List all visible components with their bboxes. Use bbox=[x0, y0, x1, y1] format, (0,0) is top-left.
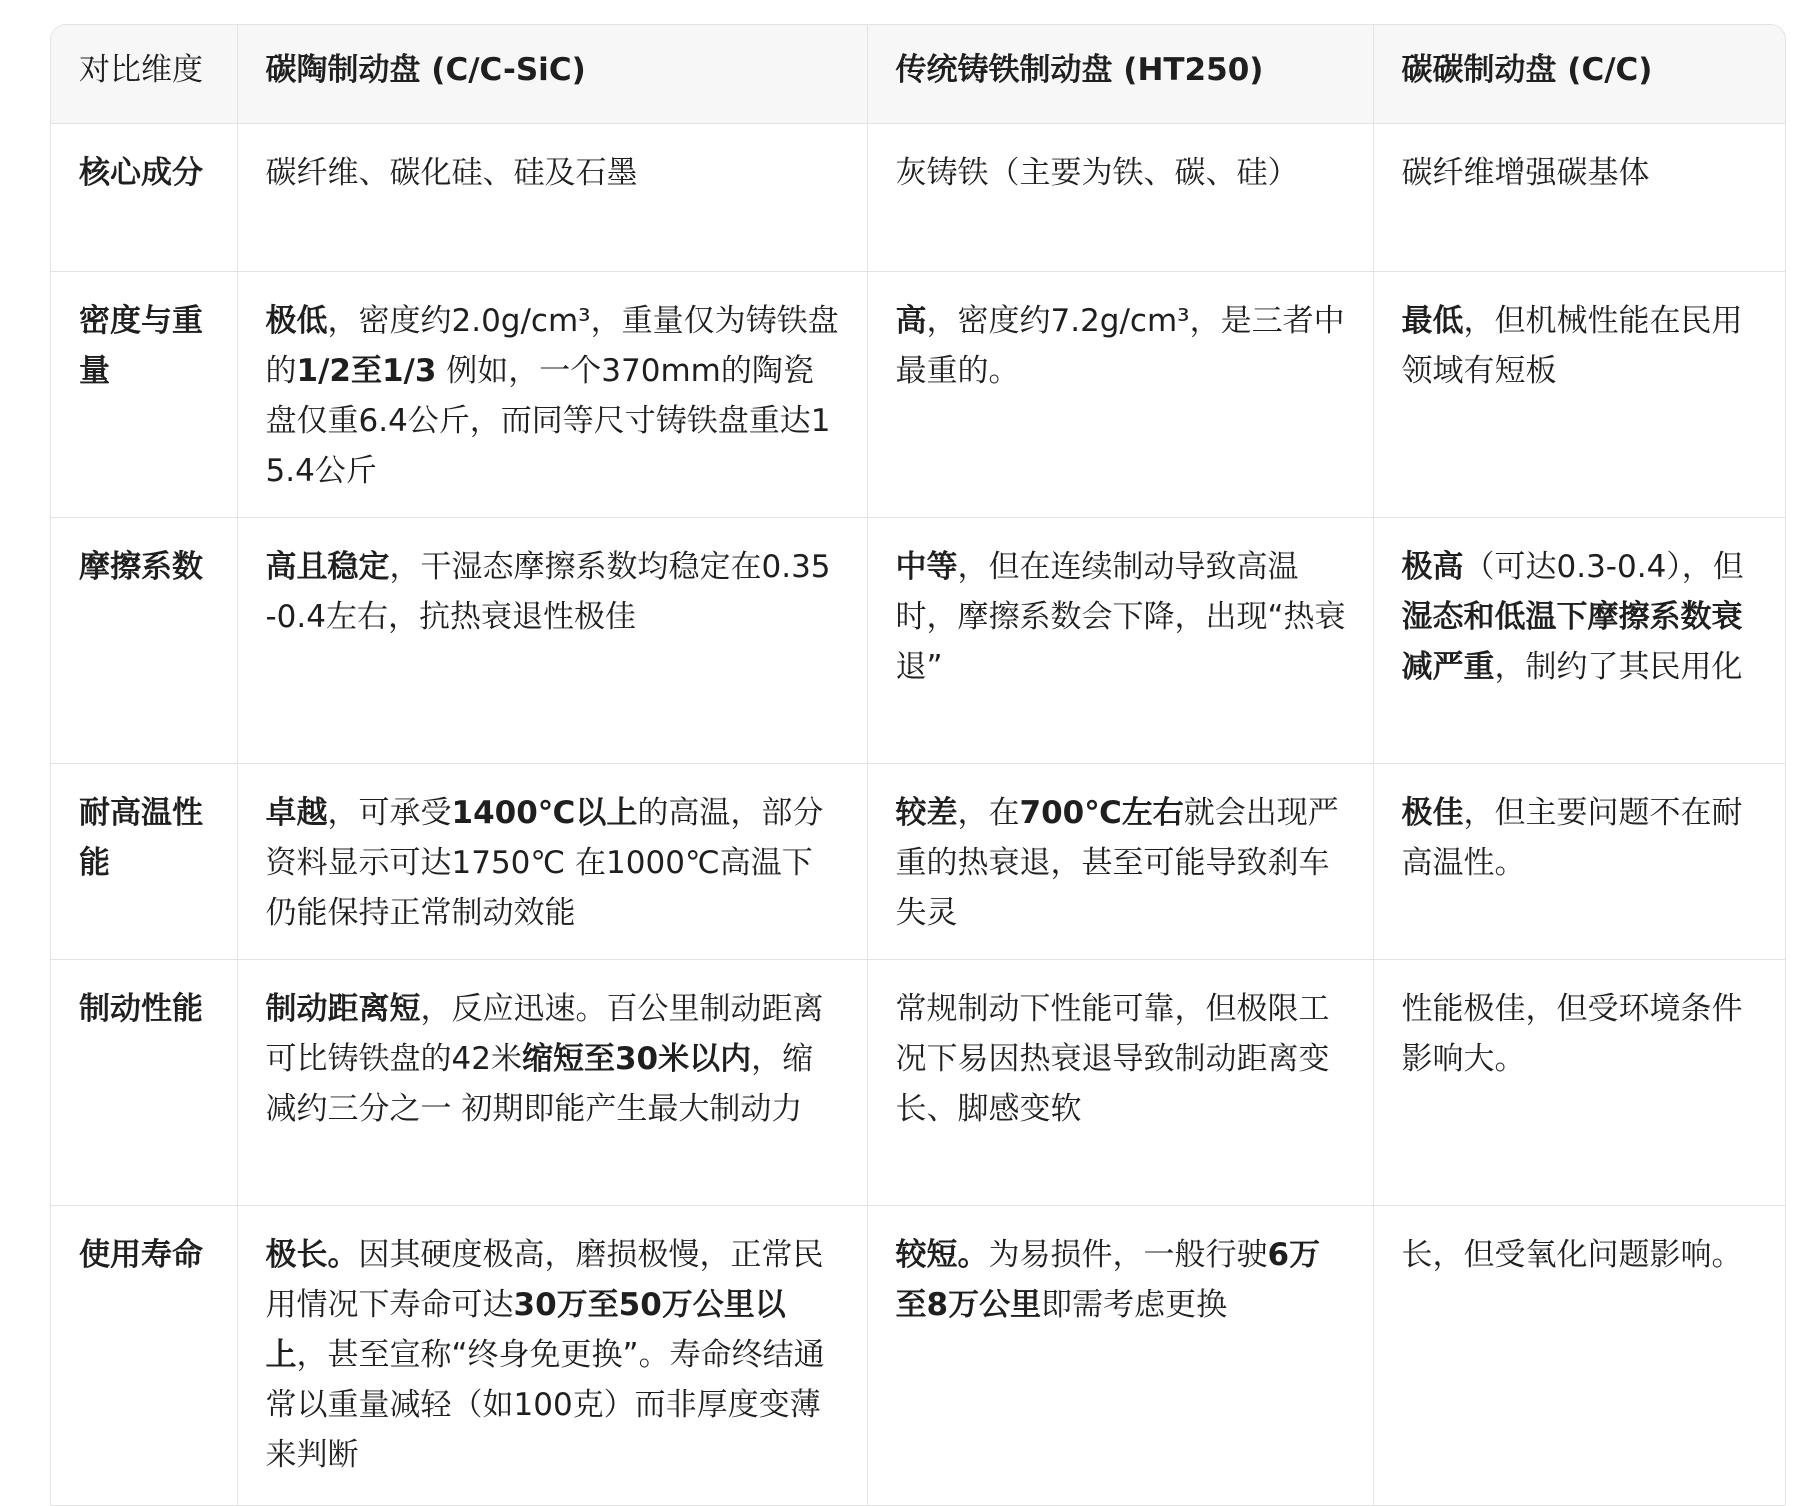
cast-iron-cell bbox=[867, 1205, 1373, 1505]
cell-text: 性能极佳，但受环境条件影响大。 bbox=[1401, 990, 1743, 1077]
carbon-carbon-cell bbox=[1373, 959, 1785, 1205]
table-row bbox=[51, 763, 1785, 959]
cell-text: 例如，一个370mm的陶瓷盘仅重6.4公斤，而同等尺寸铸铁盘重达15.4公斤 bbox=[265, 352, 831, 489]
carbon-ceramic-cell bbox=[237, 271, 867, 517]
cell-text: ，但主要问题不在耐高温性。 bbox=[1401, 794, 1743, 881]
cell-text: 灰铸铁（主要为铁、碳、硅） bbox=[895, 154, 1299, 191]
cast-iron-cell bbox=[867, 517, 1373, 763]
cell-text: ，干湿态摩擦系数均稳定在0.35-0.4左右，抗热衰退性极佳 bbox=[265, 548, 831, 635]
dimension-cell: 制动性能 bbox=[51, 959, 237, 1205]
cell-text: ，在 bbox=[957, 794, 1020, 831]
carbon-ceramic-cell bbox=[237, 123, 867, 271]
emphasis-text: 卓越 bbox=[265, 794, 328, 831]
header-dimension: 对比维度 bbox=[51, 25, 237, 123]
cell-text: 常规制动下性能可靠，但极限工况下易因热衰退导致制动距离变长、脚感变软 bbox=[895, 990, 1330, 1127]
cell-text: ，反应迅速。百公里制动距离可比铸铁盘的42米 bbox=[265, 990, 824, 1077]
carbon-carbon-cell bbox=[1373, 763, 1785, 959]
cast-iron-cell bbox=[867, 271, 1373, 517]
carbon-ceramic-cell bbox=[237, 763, 867, 959]
carbon-carbon-cell bbox=[1373, 1205, 1785, 1505]
header-carbon-ceramic: 碳陶制动盘 (C/C-SiC) bbox=[237, 25, 867, 123]
emphasis-text: 中等 bbox=[895, 548, 958, 585]
emphasis-text: 高 bbox=[895, 302, 927, 339]
table-header bbox=[51, 25, 1785, 123]
cast-iron-cell bbox=[867, 763, 1373, 959]
cast-iron-cell bbox=[867, 123, 1373, 271]
cast-iron-cell bbox=[867, 959, 1373, 1205]
cell-text: 碳纤维、碳化硅、硅及石墨 bbox=[265, 154, 638, 191]
emphasis-text: 1400℃以上 bbox=[451, 794, 638, 831]
carbon-carbon-cell bbox=[1373, 271, 1785, 517]
table-row bbox=[51, 1205, 1785, 1505]
carbon-ceramic-cell bbox=[237, 517, 867, 763]
emphasis-text: 较短。 bbox=[895, 1236, 989, 1273]
emphasis-text: 最低 bbox=[1401, 302, 1464, 339]
carbon-carbon-cell bbox=[1373, 517, 1785, 763]
emphasis-text: 1/2至1/3 bbox=[296, 352, 437, 389]
cell-text: 长，但受氧化问题影响。 bbox=[1401, 1236, 1743, 1273]
cell-text: 为易损件，一般行驶 bbox=[988, 1236, 1268, 1273]
cell-text: ，制约了其民用化 bbox=[1494, 648, 1743, 685]
table-body bbox=[51, 123, 1785, 1505]
cell-text: 的高温，部分资料显示可达1750℃ 在1000℃高温下仍能保持正常制动效能 bbox=[265, 794, 824, 931]
emphasis-text: 700℃左右 bbox=[1019, 794, 1184, 831]
emphasis-text: 30万至50万公里以上 bbox=[265, 1286, 786, 1373]
cell-text: ，但机械性能在民用领域有短板 bbox=[1401, 302, 1743, 389]
cell-text: 即需考虑更换 bbox=[1041, 1286, 1228, 1323]
comparison-table-container bbox=[50, 24, 1786, 1506]
table-row bbox=[51, 123, 1785, 271]
carbon-carbon-cell bbox=[1373, 123, 1785, 271]
header-row bbox=[51, 25, 1785, 123]
emphasis-text: 极长。 bbox=[265, 1236, 359, 1273]
dimension-cell: 密度与重量 bbox=[51, 271, 237, 517]
cell-text: 就会出现严重的热衰退，甚至可能导致刹车失灵 bbox=[895, 794, 1339, 931]
cell-text: ，密度约2.0g/cm³，重量仅为铸铁盘的 bbox=[265, 302, 839, 389]
brake-disc-comparison-table bbox=[51, 25, 1785, 1506]
cell-text: ，缩减约三分之一 初期即能产生最大制动力 bbox=[265, 1040, 814, 1127]
cell-text: ，密度约7.2g/cm³，是三者中最重的。 bbox=[895, 302, 1345, 389]
emphasis-text: 极高 bbox=[1401, 548, 1464, 585]
dimension-cell: 核心成分 bbox=[51, 123, 237, 271]
emphasis-text: 6万至8万公里 bbox=[895, 1236, 1321, 1323]
emphasis-text: 极低 bbox=[265, 302, 328, 339]
emphasis-text: 高且稳定 bbox=[265, 548, 390, 585]
cell-text: ，可承受 bbox=[327, 794, 452, 831]
header-cast-iron: 传统铸铁制动盘 (HT250) bbox=[867, 25, 1373, 123]
cell-text: ，但在连续制动导致高温时，摩擦系数会下降，出现“热衰退” bbox=[895, 548, 1346, 685]
emphasis-text: 制动距离短 bbox=[265, 990, 421, 1027]
table-row bbox=[51, 959, 1785, 1205]
emphasis-text: 极佳 bbox=[1401, 794, 1464, 831]
header-carbon-carbon: 碳碳制动盘 (C/C) bbox=[1373, 25, 1785, 123]
emphasis-text: 较差 bbox=[895, 794, 958, 831]
cell-text: ，甚至宣称“终身免更换”。寿命终结通常以重量减轻（如100克）而非厚度变薄来判断 bbox=[265, 1336, 825, 1473]
table-row bbox=[51, 517, 1785, 763]
emphasis-text: 湿态和低温下摩擦系数衰减严重 bbox=[1401, 598, 1743, 685]
cell-text: 因其硬度极高，磨损极慢，正常民用情况下寿命可达 bbox=[265, 1236, 824, 1323]
carbon-ceramic-cell bbox=[237, 1205, 867, 1505]
table-row bbox=[51, 271, 1785, 517]
dimension-cell: 耐高温性能 bbox=[51, 763, 237, 959]
dimension-cell: 使用寿命 bbox=[51, 1205, 237, 1505]
carbon-ceramic-cell bbox=[237, 959, 867, 1205]
cell-text: （可达0.3-0.4），但 bbox=[1463, 548, 1744, 585]
dimension-cell: 摩擦系数 bbox=[51, 517, 237, 763]
cell-text: 碳纤维增强碳基体 bbox=[1401, 154, 1650, 191]
emphasis-text: 缩短至30米以内 bbox=[521, 1040, 752, 1077]
